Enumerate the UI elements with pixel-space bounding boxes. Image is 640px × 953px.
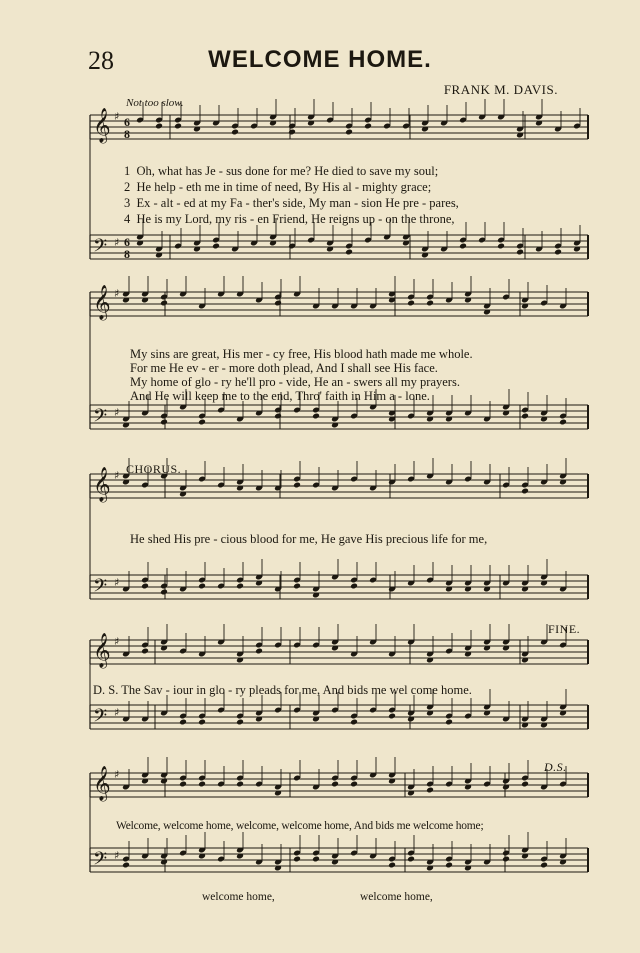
note-head	[407, 300, 415, 307]
note-head	[236, 719, 244, 726]
time-signature-bottom: 8	[124, 127, 130, 141]
note-head	[345, 129, 353, 136]
note-head	[497, 243, 505, 250]
note-head	[198, 419, 206, 426]
bass-clef: 𝄢	[93, 849, 108, 874]
note-head	[459, 243, 467, 250]
page-number: 28	[88, 46, 114, 75]
key-signature: ♯	[114, 110, 120, 123]
chorus-line-1: He shed His pre - cious blood for me, He gave His precious life for me,	[130, 532, 488, 546]
note-head	[388, 713, 396, 720]
note-head	[122, 862, 130, 869]
key-signature: ♯	[114, 406, 120, 419]
note-head	[521, 413, 529, 420]
verse-1-line-1: 1 Oh, what has Je - sus done for me? He died to save my soul;	[124, 164, 439, 178]
note-head	[274, 300, 282, 307]
note-head	[293, 856, 301, 863]
note-head	[288, 129, 296, 136]
note-head	[388, 862, 396, 869]
note-head	[236, 781, 244, 788]
note-head	[540, 862, 548, 869]
note-head	[274, 413, 282, 420]
refrain-line: Welcome, welcome home, welcome, welcome home, And bids me welcome home;	[116, 820, 484, 832]
key-signature: ♯	[114, 287, 120, 300]
treble-clef: 𝄞	[93, 633, 111, 668]
verse-2-line-2: For me He ev - er - more doth plead, And I shall see His face.	[130, 361, 438, 375]
note-head	[212, 243, 220, 250]
key-signature: ♯	[114, 236, 120, 249]
note-head	[407, 856, 415, 863]
note-head	[312, 856, 320, 863]
note-head	[345, 249, 353, 256]
note-head	[160, 419, 168, 426]
ds-mark: D.S.	[544, 760, 567, 774]
key-signature: ♯	[114, 469, 120, 482]
note-head	[350, 583, 358, 590]
note-head	[426, 787, 434, 794]
fine-marking: FINE.	[548, 622, 581, 636]
note-head	[521, 781, 529, 788]
tempo-marking: Not too slow.	[126, 97, 184, 109]
note-head	[141, 648, 149, 655]
treble-clef: 𝄞	[93, 766, 111, 801]
note-head	[426, 300, 434, 307]
note-head	[198, 781, 206, 788]
bass-words-1: welcome home,	[202, 891, 275, 903]
treble-clef: 𝄞	[93, 467, 111, 502]
ds-line: D. S. The Sav - iour in glo - ry pleads for me, And bids me wel come home.	[93, 683, 472, 697]
bass-clef: 𝄢	[93, 576, 108, 601]
composer-credit: FRANK M. DAVIS.	[443, 82, 558, 97]
note-head	[364, 123, 372, 130]
note-head	[198, 583, 206, 590]
note-head	[445, 862, 453, 869]
key-signature: ♯	[114, 635, 120, 648]
bass-words-2: welcome home,	[360, 891, 433, 903]
note-head	[174, 123, 182, 130]
key-signature: ♯	[114, 849, 120, 862]
note-head	[236, 583, 244, 590]
note-head	[312, 413, 320, 420]
note-head	[559, 419, 567, 426]
time-signature-bottom: 8	[124, 247, 130, 261]
treble-clef: 𝄞	[93, 108, 111, 143]
note-head	[293, 583, 301, 590]
bass-clef: 𝄢	[93, 406, 108, 431]
note-head	[255, 648, 263, 655]
note-head	[231, 129, 239, 136]
verse-4-line-1: 4 He is my Lord, my ris - en Friend, He reigns up - on the throne,	[124, 212, 455, 226]
chorus-label: CHORUS.	[126, 462, 182, 476]
verse-3-line-2: My home of glo - ry he'll pro - vide, He an - swers all my prayers.	[130, 375, 460, 389]
note-head	[293, 482, 301, 489]
verse-2-line-1: 2 He help - eth me in time of need, By His al - mighty grace;	[124, 180, 432, 194]
bass-clef: 𝄢	[93, 236, 108, 261]
note-head	[516, 249, 524, 256]
note-head	[521, 488, 529, 495]
note-head	[160, 300, 168, 307]
verse-3-line-1: 3 Ex - alt - ed at my Fa - ther's side, My man - sion He pre - pares,	[124, 196, 459, 210]
bass-clef: 𝄢	[93, 706, 108, 731]
treble-clef: 𝄞	[93, 285, 111, 320]
key-signature: ♯	[114, 576, 120, 589]
key-signature: ♯	[114, 706, 120, 719]
note-head	[502, 856, 510, 863]
note-head	[445, 719, 453, 726]
key-signature: ♯	[114, 768, 120, 781]
note-head	[179, 781, 187, 788]
note-head	[554, 249, 562, 256]
note-head	[141, 583, 149, 590]
hymn-title: WELCOME HOME.	[208, 46, 432, 73]
note-head	[160, 589, 168, 596]
verse-4-line-2: And He will keep me to the end, Thro' faith in Him a - lone.	[130, 389, 430, 403]
note-head	[350, 781, 358, 788]
note-head	[350, 719, 358, 726]
note-head	[331, 781, 339, 788]
note-head	[179, 719, 187, 726]
note-head	[198, 719, 206, 726]
note-head	[155, 123, 163, 130]
verse-1-line-2: My sins are great, His mer - cy free, His blood hath made me whole.	[130, 347, 473, 361]
time-signature-top: 6	[124, 235, 130, 249]
time-signature-top: 6	[124, 115, 130, 129]
